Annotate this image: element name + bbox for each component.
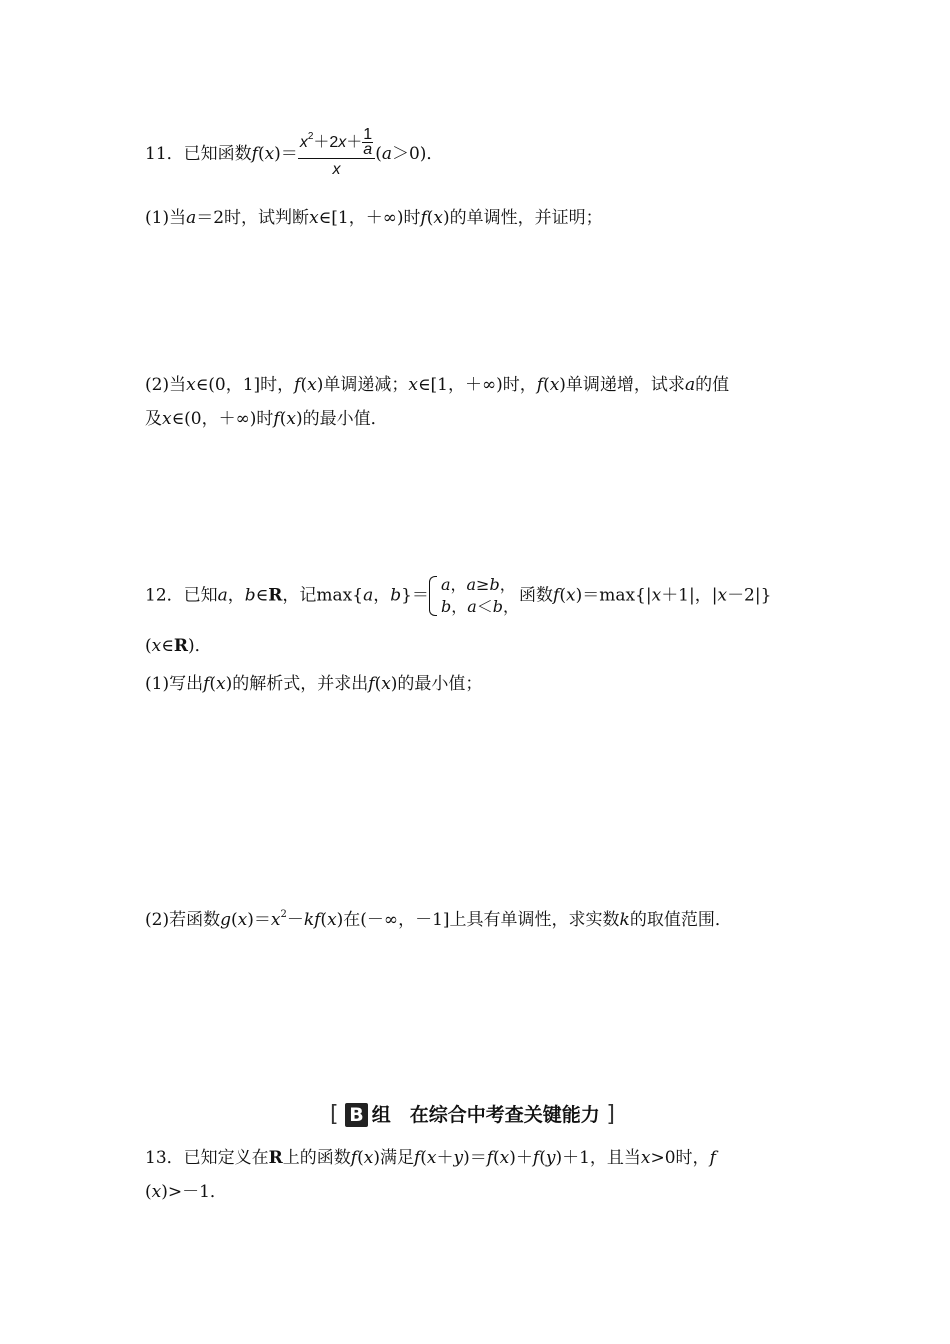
q11-denominator: x (332, 161, 341, 179)
right-bracket: ] (606, 1102, 615, 1127)
q11-condition: (a＞0)． (375, 144, 444, 165)
section-badge: B (345, 1103, 367, 1127)
q12-part2: (2)若函数$g(x)=x^2-kf(x)$在(－∞，－1]上具有单调性，求实数k的取值范围． (145, 909, 732, 930)
q11-numerator: $x^2+2x+$ $\frac{1}{a}$ (298, 128, 375, 159)
q12-statement (145, 574, 771, 618)
q11-part2-line2: 及x∈(0，＋∞)时f(x)的最小值． (145, 409, 388, 429)
q11-inner-fraction: $\frac{1}{a}$ (363, 126, 373, 159)
q13-line1: 13．已知定义在R上的函数f(x)满足f(x＋y)＝f(x)＋f(y)＋1，且当x>0时，f (145, 1148, 716, 1168)
q11-part1: (1)当a＝2时，试判断x∈[1，＋∞)时f(x)的单调性，并证明； (145, 208, 603, 228)
q12-tail: 函数f(x)＝max{|x＋1|，|x－2|} (519, 585, 772, 606)
section-b-heading (330, 1100, 615, 1127)
q12-case1: a，a≥b， (440, 575, 516, 594)
q12-domain: (x∈R)． (145, 636, 212, 656)
q12-piecewise (429, 574, 519, 618)
q11-part2-line1: (2)当x∈(0，1]时，f(x)单调递减；x∈[1，＋∞)时，f(x)单调递增，试求a的值 (145, 375, 730, 395)
q12-lead: 12．已知a，b∈R，记max{a，b}＝ (145, 585, 429, 606)
q11-lead: 11．已知函数 (145, 144, 252, 165)
q11-statement (145, 128, 443, 181)
q12-case2: b，a＜b， (440, 597, 520, 616)
q11-fraction (298, 128, 375, 181)
q12-part1: (1)写出f(x)的解析式，并求出f(x)的最小值； (145, 674, 483, 694)
left-bracket: [ (330, 1102, 339, 1127)
q13-line2: (x)>－1． (145, 1182, 227, 1202)
q11-fx: f(x)＝ (251, 144, 298, 165)
left-brace-icon (429, 576, 437, 616)
section-title: 组 在综合中考查关键能力 (371, 1104, 600, 1126)
